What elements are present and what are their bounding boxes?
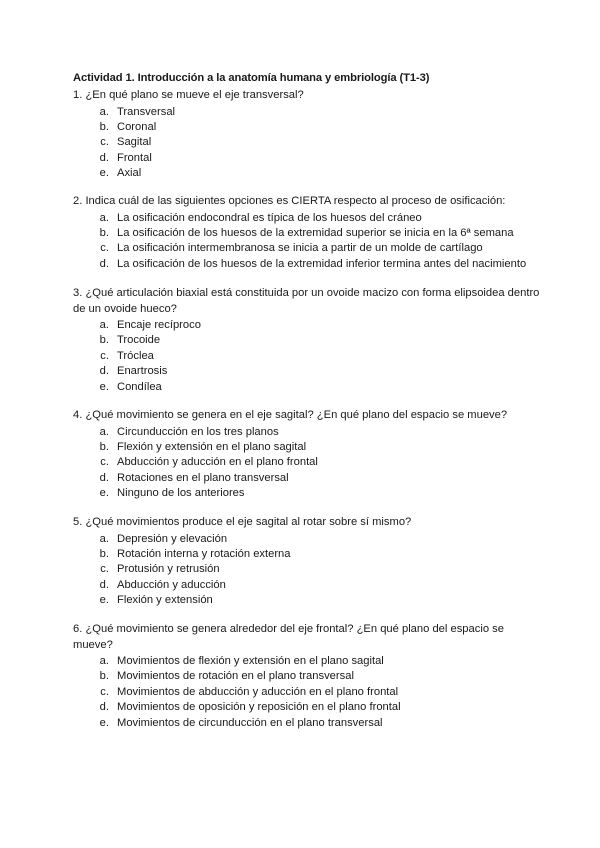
option-text: Movimientos de rotación en el plano transversal <box>117 670 354 683</box>
option-letter: c. <box>100 242 109 255</box>
option-letter: d. <box>99 257 109 270</box>
option-text: Flexión y extensión <box>117 594 213 607</box>
option-text: Coronal <box>117 120 157 133</box>
option-text: Transversal <box>117 105 176 118</box>
option-letter: c. <box>100 349 109 362</box>
option-text: La osificación endocondral es típica de los huesos del cráneo <box>117 211 422 224</box>
option-letter: b. <box>99 334 109 347</box>
option-text: Condílea <box>117 380 162 393</box>
option-text: La osificación de los huesos de la extremidad superior se inicia en la 6ª semana <box>117 226 514 239</box>
question-text: 2. Indica cuál de las siguientes opciones es CIERTA respecto al proceso de osificación: <box>73 195 506 207</box>
option-d <box>73 364 543 379</box>
option-text: Abducción y aducción en el plano frontal <box>117 456 318 469</box>
option-e <box>73 166 543 181</box>
option-e <box>73 593 543 608</box>
option-d <box>73 151 543 166</box>
options-list <box>73 532 543 609</box>
option-d <box>73 471 543 486</box>
option-text: Tróclea <box>117 349 154 362</box>
option-letter: a. <box>99 532 109 545</box>
option-text: La osificación intermembranosa se inicia a partir de un molde de cartílago <box>117 242 483 255</box>
option-letter: d. <box>99 365 109 378</box>
option-letter: a. <box>99 105 109 118</box>
option-text: Movimientos de oposición y reposición en el plano frontal <box>117 701 401 714</box>
option-d <box>73 578 543 593</box>
option-letter: e. <box>99 167 109 180</box>
option-b <box>73 226 543 241</box>
option-letter: d. <box>99 471 109 484</box>
option-letter: c. <box>100 685 109 698</box>
option-text: Movimientos de flexión y extensión en el plano sagital <box>117 655 384 667</box>
option-text: Rotación interna y rotación externa <box>117 547 291 560</box>
option-b <box>73 440 543 455</box>
option-letter: c. <box>100 563 109 576</box>
option-text: Abducción y aducción <box>117 578 226 591</box>
question-text: 1. ¿En qué plano se mueve el eje transversal? <box>73 89 304 101</box>
option-e <box>73 716 543 731</box>
option-letter: e. <box>99 487 109 500</box>
option-letter: c. <box>100 136 109 149</box>
option-a <box>73 105 543 120</box>
option-letter: b. <box>99 670 109 683</box>
option-letter: b. <box>99 120 109 133</box>
question-5 <box>73 515 543 608</box>
question-6 <box>73 622 543 731</box>
page-title: Actividad 1. Introducción a la anatomía humana y embriología (T1-3) <box>73 72 430 84</box>
options-list <box>73 425 543 502</box>
option-c <box>73 685 543 700</box>
option-text: Encaje recíproco <box>117 319 201 331</box>
option-letter: d. <box>99 701 109 714</box>
question-text: 4. ¿Qué movimiento se genera en el eje sagital? ¿En qué plano del espacio se mueve? <box>73 409 508 421</box>
options-list <box>73 318 543 395</box>
option-a <box>73 532 543 547</box>
option-letter: b. <box>99 547 109 560</box>
option-text: Protusión y retrusión <box>117 563 220 576</box>
option-e <box>73 486 543 501</box>
question-4 <box>73 408 543 501</box>
option-d <box>73 700 543 715</box>
question-2 <box>73 194 543 272</box>
option-b <box>73 120 543 135</box>
option-text: Circunducción en los tres planos <box>117 425 279 438</box>
option-b <box>73 333 543 348</box>
option-letter: a. <box>99 425 109 438</box>
option-letter: a. <box>99 319 109 331</box>
option-letter: e. <box>99 380 109 393</box>
option-letter: e. <box>99 594 109 607</box>
option-a <box>73 318 543 333</box>
question-1 <box>73 88 543 181</box>
question-3 <box>73 286 543 395</box>
option-d <box>73 257 543 272</box>
option-e <box>73 380 543 395</box>
option-letter: d. <box>99 578 109 591</box>
option-text: Flexión y extensión en el plano sagital <box>117 440 307 453</box>
question-text: 3. ¿Qué articulación biaxial está constituida por un ovoide macizo con forma elipsoidea dentro de un ovoide hueco? <box>73 287 540 315</box>
option-text: Frontal <box>117 151 152 164</box>
option-letter: a. <box>99 211 109 224</box>
option-letter: d. <box>99 151 109 164</box>
option-text: Sagital <box>117 136 152 149</box>
option-b <box>73 669 543 684</box>
option-text: Axial <box>117 167 142 180</box>
option-a <box>73 425 543 440</box>
option-text: Depresión y elevación <box>117 532 228 545</box>
options-list <box>73 654 543 731</box>
option-letter: b. <box>99 226 109 239</box>
option-letter: c. <box>100 456 109 469</box>
option-b <box>73 547 543 562</box>
option-a <box>73 654 543 669</box>
option-text: Enartrosis <box>117 365 168 378</box>
option-c <box>73 241 543 256</box>
question-text: 5. ¿Qué movimientos produce el eje sagital al rotar sobre sí mismo? <box>73 516 412 528</box>
option-c <box>73 135 543 150</box>
option-text: Rotaciones en el plano transversal <box>117 471 289 484</box>
question-text: 6. ¿Qué movimiento se genera alrededor del eje frontal? ¿En qué plano del espacio se mueve? <box>73 623 504 651</box>
option-text: Ninguno de los anteriores <box>117 487 245 500</box>
option-letter: a. <box>99 655 109 667</box>
option-letter: e. <box>99 716 109 729</box>
option-letter: b. <box>99 440 109 453</box>
options-list <box>73 211 543 273</box>
option-c <box>73 349 543 364</box>
option-text: Movimientos de abducción y aducción en el plano frontal <box>117 685 399 698</box>
option-text: La osificación de los huesos de la extremidad inferior termina antes del nacimiento <box>117 257 527 270</box>
option-text: Trocoide <box>117 334 161 347</box>
option-text: Movimientos de circunducción en el plano transversal <box>117 716 383 729</box>
option-a <box>73 211 543 226</box>
option-c <box>73 562 543 577</box>
options-list <box>73 105 543 182</box>
option-c <box>73 455 543 470</box>
